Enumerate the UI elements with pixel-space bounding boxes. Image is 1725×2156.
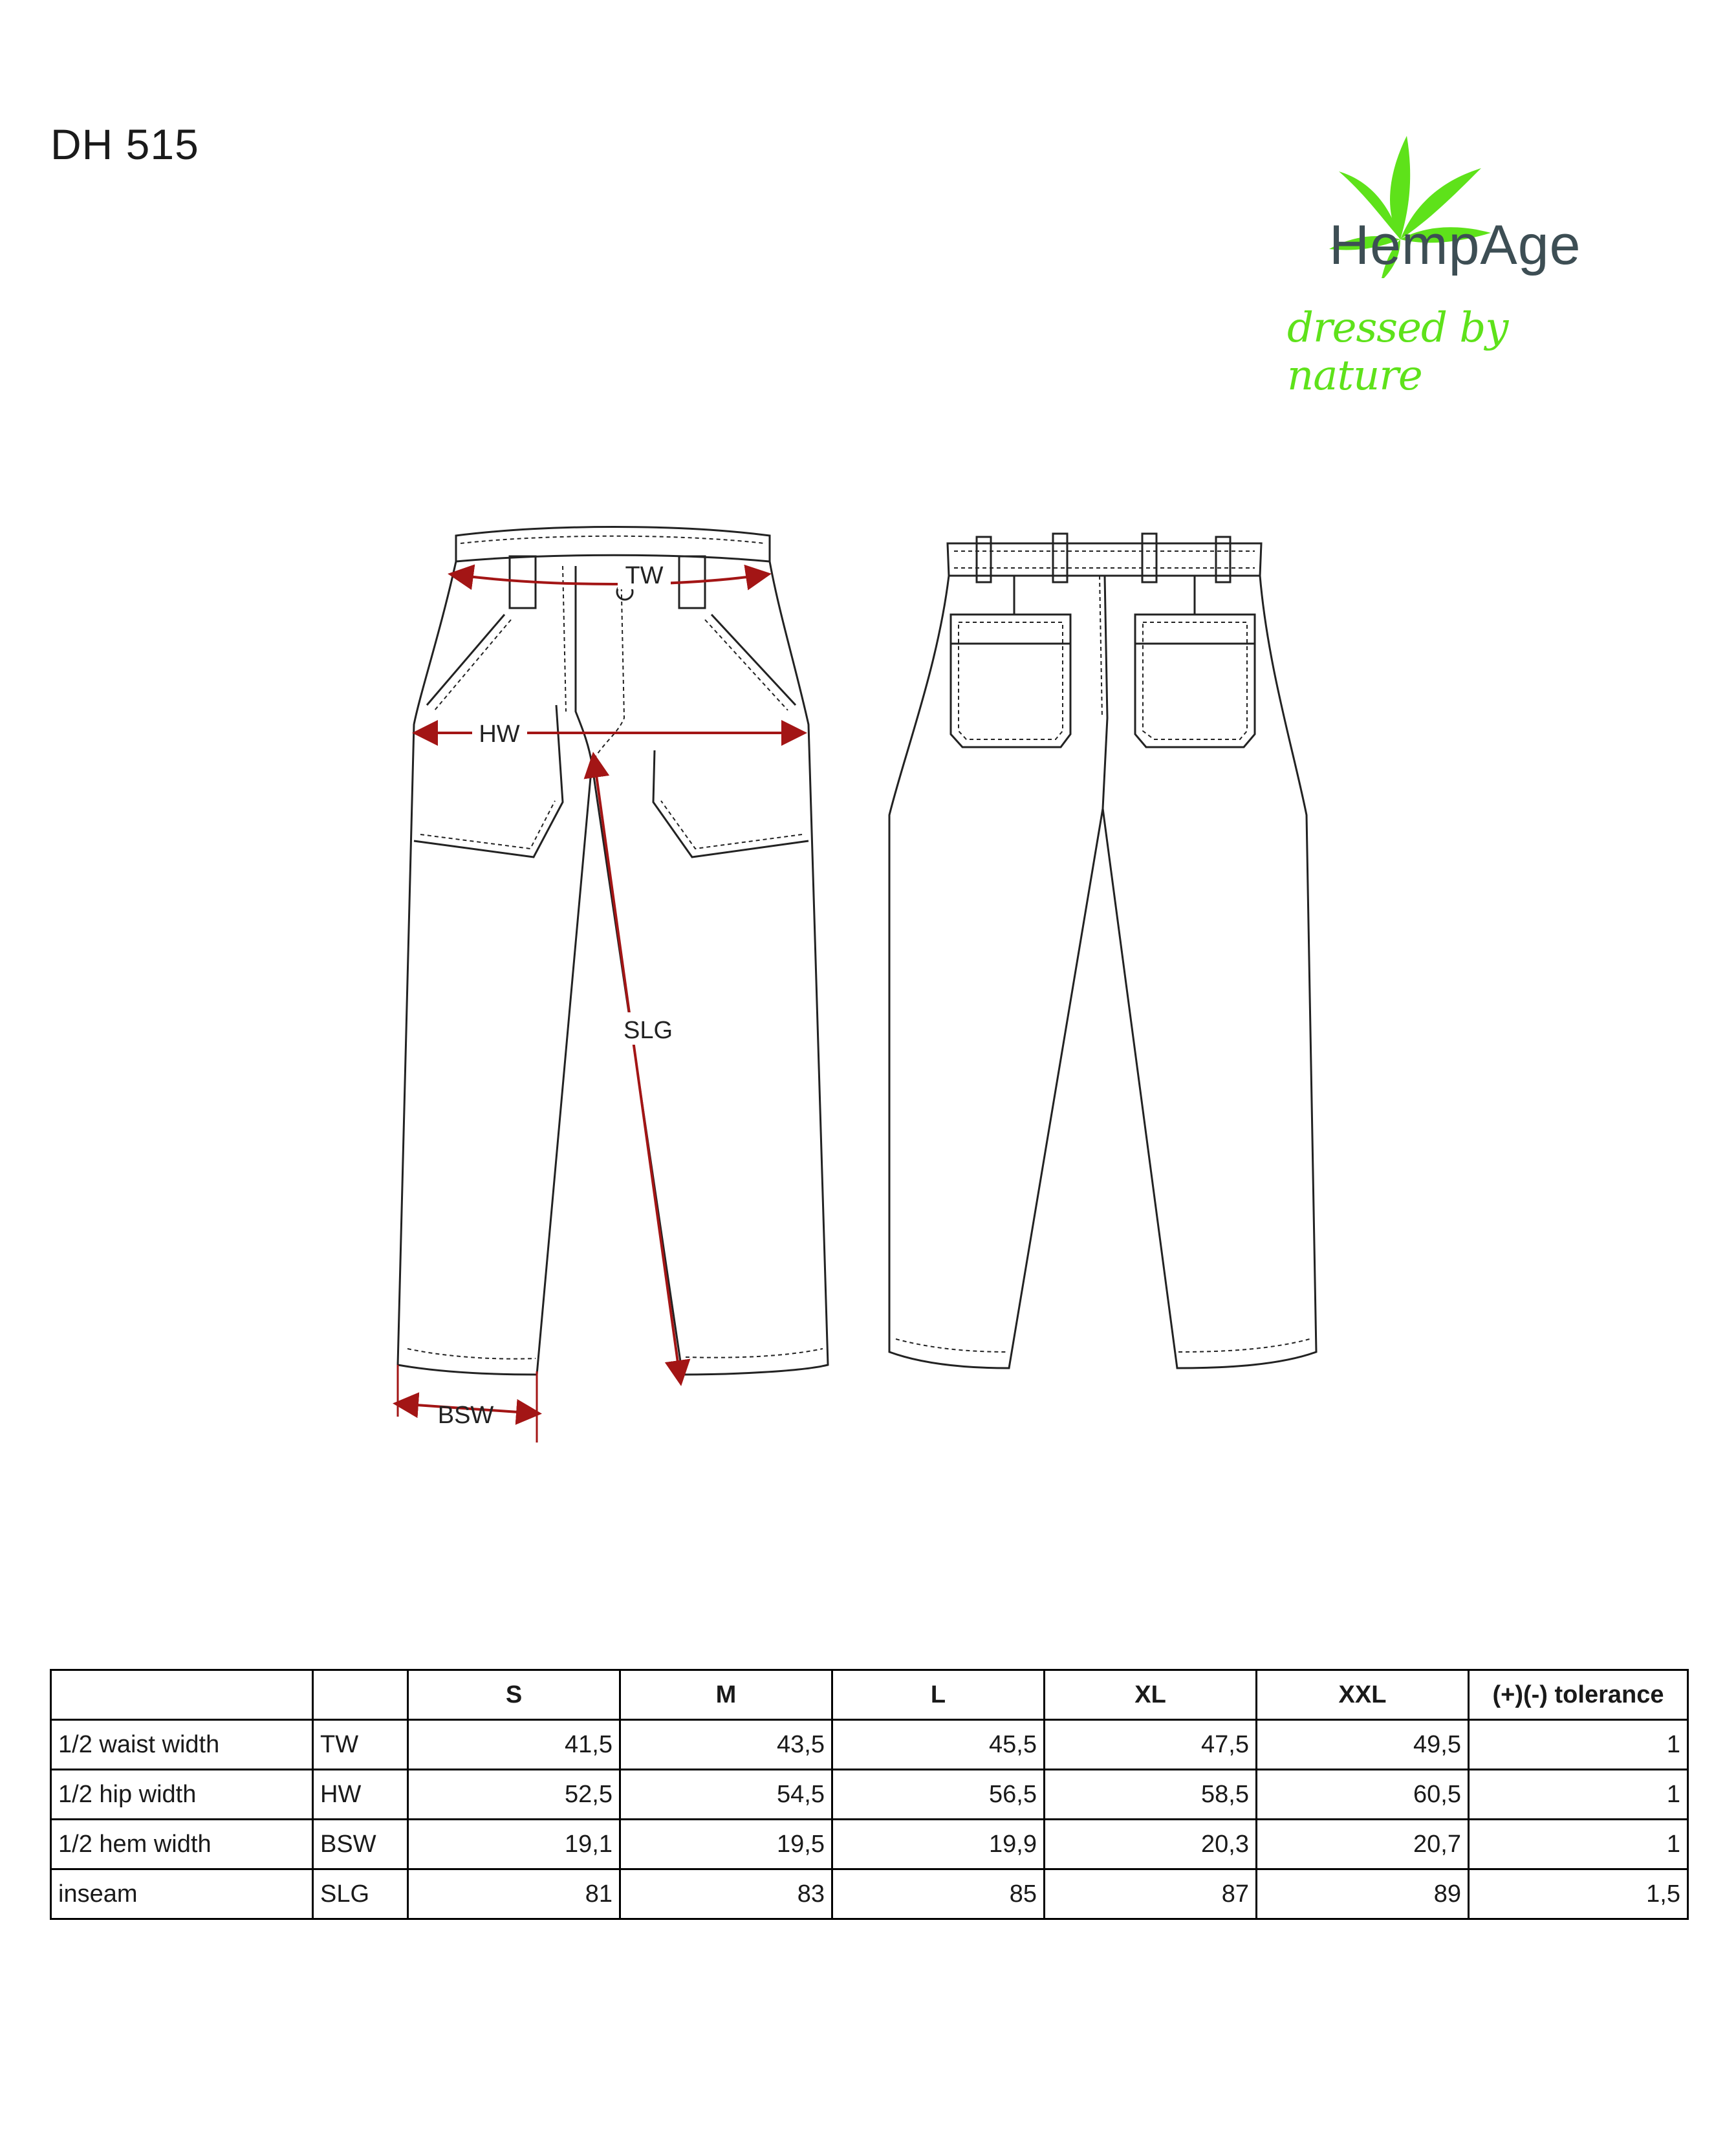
cell-value: 87: [1045, 1869, 1257, 1919]
table-row: [51, 1820, 1688, 1869]
row-code: HW: [313, 1770, 408, 1820]
header-size-xl: XL: [1045, 1670, 1257, 1720]
cell-tolerance: 1: [1469, 1820, 1688, 1869]
row-code: SLG: [313, 1869, 408, 1919]
row-label: 1/2 waist width: [51, 1720, 313, 1770]
cell-value: 89: [1257, 1869, 1469, 1919]
row-label: 1/2 hip width: [51, 1770, 313, 1820]
cell-tolerance: 1,5: [1469, 1869, 1688, 1919]
cell-value: 52,5: [408, 1770, 620, 1820]
cell-value: 54,5: [620, 1770, 832, 1820]
measurement-arrows: [398, 574, 802, 1443]
row-code: TW: [313, 1720, 408, 1770]
header-size-s: S: [408, 1670, 620, 1720]
size-table: [50, 1669, 1689, 1920]
row-label: inseam: [51, 1869, 313, 1919]
cell-value: 58,5: [1045, 1770, 1257, 1820]
cell-value: 45,5: [832, 1720, 1045, 1770]
cell-value: 19,5: [620, 1820, 832, 1869]
header-tolerance: (+)(-) tolerance: [1469, 1670, 1688, 1720]
header-size-l: L: [832, 1670, 1045, 1720]
header-cell: [51, 1670, 313, 1720]
cell-tolerance: 1: [1469, 1770, 1688, 1820]
brand-logo: [1268, 110, 1669, 400]
brand-name: HempAge: [1329, 214, 1581, 276]
row-label: 1/2 hem width: [51, 1820, 313, 1869]
header-size-xxl: XXL: [1257, 1670, 1469, 1720]
cell-value: 20,3: [1045, 1820, 1257, 1869]
front-view: [398, 527, 828, 1375]
cell-value: 56,5: [832, 1770, 1045, 1820]
tw-label: TW: [625, 562, 664, 589]
cell-value: 19,1: [408, 1820, 620, 1869]
table-row: [51, 1720, 1688, 1770]
slg-arrow: [594, 757, 680, 1381]
tw-arrow: [453, 574, 766, 584]
table-row: [51, 1770, 1688, 1820]
cell-value: 60,5: [1257, 1770, 1469, 1820]
back-view: [889, 534, 1316, 1368]
technical-drawing: [0, 505, 1725, 1465]
cell-value: 19,9: [832, 1820, 1045, 1869]
slg-label: SLG: [623, 1017, 673, 1044]
model-number: DH 515: [50, 120, 199, 168]
header-cell: [313, 1670, 408, 1720]
cell-value: 81: [408, 1869, 620, 1919]
brand-tagline: dressed by nature: [1287, 304, 1508, 400]
cell-value: 47,5: [1045, 1720, 1257, 1770]
cell-tolerance: 1: [1469, 1720, 1688, 1770]
cell-value: 20,7: [1257, 1820, 1469, 1869]
table-row: [51, 1869, 1688, 1919]
cell-value: 85: [832, 1869, 1045, 1919]
header-size-m: M: [620, 1670, 832, 1720]
table-header-row: [51, 1670, 1688, 1720]
cell-value: 41,5: [408, 1720, 620, 1770]
cell-value: 83: [620, 1869, 832, 1919]
row-code: BSW: [313, 1820, 408, 1869]
bsw-label: BSW: [437, 1402, 494, 1429]
hw-label: HW: [479, 721, 520, 748]
cell-value: 43,5: [620, 1720, 832, 1770]
cell-value: 49,5: [1257, 1720, 1469, 1770]
